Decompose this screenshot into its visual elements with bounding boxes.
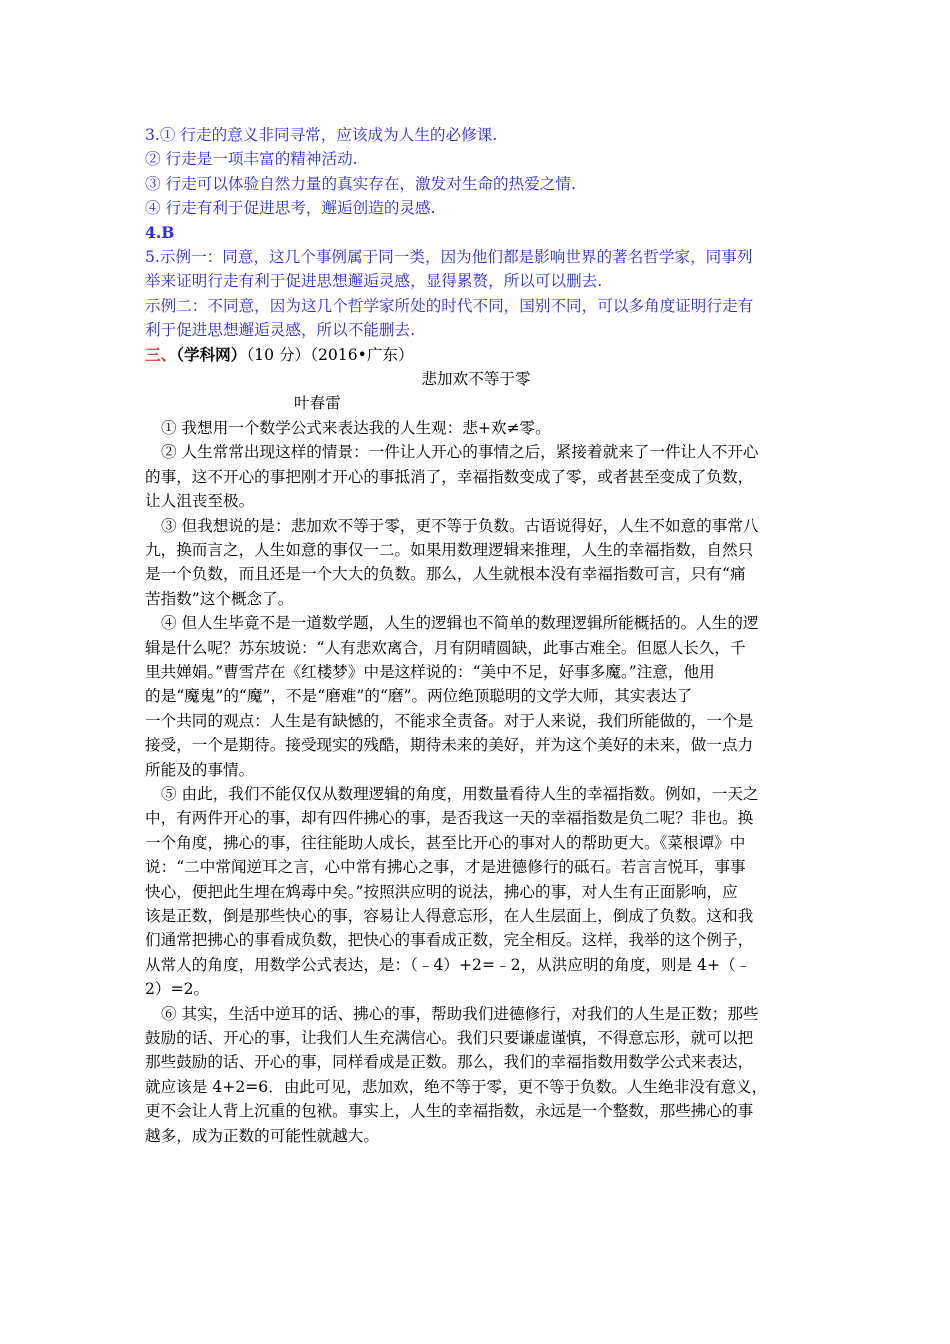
paragraph-line: 更不会让人背上沉重的包袱。事实上，人生的幸福指数，永远是一个整数，那些拂心的事 (145, 1102, 754, 1121)
paragraph-line: 说：“二中常闻逆耳之言，心中常有拂心之事，才是进德修行的砥石。若言言悦耳，事事 (145, 858, 746, 877)
answer-line: 5.示例一：同意，这几个事例属于同一类，因为他们都是影响世界的著名哲学家，同事列 (145, 248, 753, 267)
answer-line: ④ 行走有利于促进思考，邂逅创造的灵感. (145, 199, 436, 218)
paragraph-line: 所能及的事情。 (145, 760, 255, 779)
paragraph-line: 九，换而言之，人生如意的事仅一二。如果用数理逻辑来推理，人生的幸福指数，自然只 (145, 540, 754, 559)
paragraph-line: 中，有两件开心的事，却有四件拂心的事，是否我这一天的幸福指数是负二呢？非也。换 (145, 809, 754, 828)
article-title: 悲加欢不等于零 (421, 370, 531, 389)
section-heading (145, 343, 807, 367)
paragraph-line: 就应该是 4+2=6．由此可见，悲加欢，绝不等于零，更不等于负数。人生绝非没有意义， (145, 1077, 768, 1096)
document-page (145, 123, 807, 1148)
answer-5-block (145, 245, 807, 343)
article-paragraph (145, 611, 807, 782)
paragraph-line: 辑是什么呢？苏东坡说：“人有悲欢离合，月有阴晴圆缺，此事古难全。但愿人长久，千 (145, 638, 746, 657)
answer-line: ② 行走是一项丰富的精神活动. (145, 150, 358, 169)
answer-3-block (145, 123, 807, 221)
article-paragraph (145, 514, 807, 612)
paragraph-line: 一个共同的观点：人生是有缺憾的，不能求全责备。对于人来说，我们所能做的，一个是 (145, 711, 754, 730)
paragraph-line: ③ 但我想说的是：悲加欢不等于零，更不等于负数。古语说得好，人生不如意的事常八 (161, 516, 759, 535)
answer-4: 4.B (145, 222, 175, 242)
article-paragraph (145, 782, 807, 1002)
paragraph-line: 2）=2。 (145, 980, 210, 999)
section-number: 三、 (145, 344, 177, 364)
paragraph-line: 苦指数”这个概念了。 (145, 589, 294, 608)
paragraph-line: ① 我想用一个数学公式来表达我的人生观：悲+欢≠零。 (161, 418, 551, 437)
paragraph-line: 让人沮丧至极。 (145, 492, 255, 511)
paragraph-line: 里共婵娟。”曹雪芹在《红楼梦》中是这样说的：“美中不足，好事多魔。”注意，他用 (145, 662, 715, 681)
paragraph-line: 是一个负数，而且还是一个大大的负数。那么，人生就根本没有幸福指数可言，只有“痛 (145, 565, 746, 584)
article-author: 叶春雷 (294, 394, 341, 413)
paragraph-line: 从常人的角度，用数学公式表达，是：（﹣4）+2=﹣2，从洪应明的角度，则是 4+（﹣ (145, 955, 752, 974)
paragraph-line: 接受，一个是期待。接受现实的残酷，期待未来的美好，并为这个美好的未来，做一点力 (145, 736, 754, 755)
answer-line: 利于促进思想邂逅灵感，所以不能删去. (145, 321, 416, 340)
paragraph-line: ⑤ 由此，我们不能仅仅从数理逻辑的角度，用数量看待人生的幸福指数。例如，一天之 (161, 784, 759, 803)
answer-line: 3.① 行走的意义非同寻常，应该成为人生的必修课. (145, 126, 498, 144)
paragraph-line: 鼓励的话、开心的事，让我们人生充满信心。我们只要谦虚谨慎，不得意忘形，就可以把 (145, 1029, 754, 1048)
paragraph-line: 越多，成为正数的可能性就越大。 (145, 1126, 379, 1145)
paragraph-line: ⑥ 其实，生活中逆耳的话、拂心的事，帮助我们进德修行，对我们的人生是正数；那些 (161, 1004, 759, 1023)
paragraph-line: 那些鼓励的话、开心的事，同样看成是正数。那么，我们的幸福指数用数学公式来表达， (145, 1053, 754, 1072)
answer-line: 示例二：不同意，因为这几个哲学家所处的时代不同，国别不同，可以多角度证明行走有 (145, 296, 754, 315)
section-score: （10 分）（2016•广东） (246, 345, 414, 364)
article-paragraph (145, 416, 807, 440)
article-body (145, 416, 807, 1148)
paragraph-line: ② 人生常常出现这样的情景：一件让人开心的事情之后，紧接着就来了一件让人不开心 (161, 443, 759, 462)
answer-line: ③ 行走可以体验自然力量的真实存在，激发对生命的热爱之情. (145, 174, 576, 193)
section-source: （学科网） (176, 344, 247, 364)
answer-line: 举来证明行走有利于促进思想邂逅灵感，显得累赘，所以可以删去. (145, 272, 603, 291)
paragraph-line: 的事，这不开心的事把刚才开心的事抵消了，幸福指数变成了零，或者甚至变成了负数， (145, 467, 754, 486)
paragraph-line: 该是正数，倒是那些快心的事，容易让人得意忘形，在人生层面上，倒成了负数。这和我 (145, 907, 754, 925)
paragraph-line: ④ 但人生毕竟不是一道数学题，人生的逻辑也不简单的数理逻辑所能概括的。人生的逻 (161, 614, 759, 633)
paragraph-line: 一个角度，拂心的事，往往能助人成长，甚至比开心的事对人的帮助更大。《菜根谭》中 (145, 833, 746, 852)
paragraph-line: 们通常把拂心的事看成负数，把快心的事看成正数，完全相反。这样，我举的这个例子， (145, 931, 754, 950)
paragraph-line: 的是“魔鬼”的“魔”，不是“磨难”的“磨”。两位绝顶聪明的文学大师，其实表达了 (145, 687, 693, 706)
article-paragraph (145, 440, 807, 513)
paragraph-line: 快心，便把此生埋在鸩毒中矣。”按照洪应明的说法，拂心的事，对人生有正面影响，应 (145, 882, 738, 901)
article-paragraph (145, 1002, 807, 1148)
